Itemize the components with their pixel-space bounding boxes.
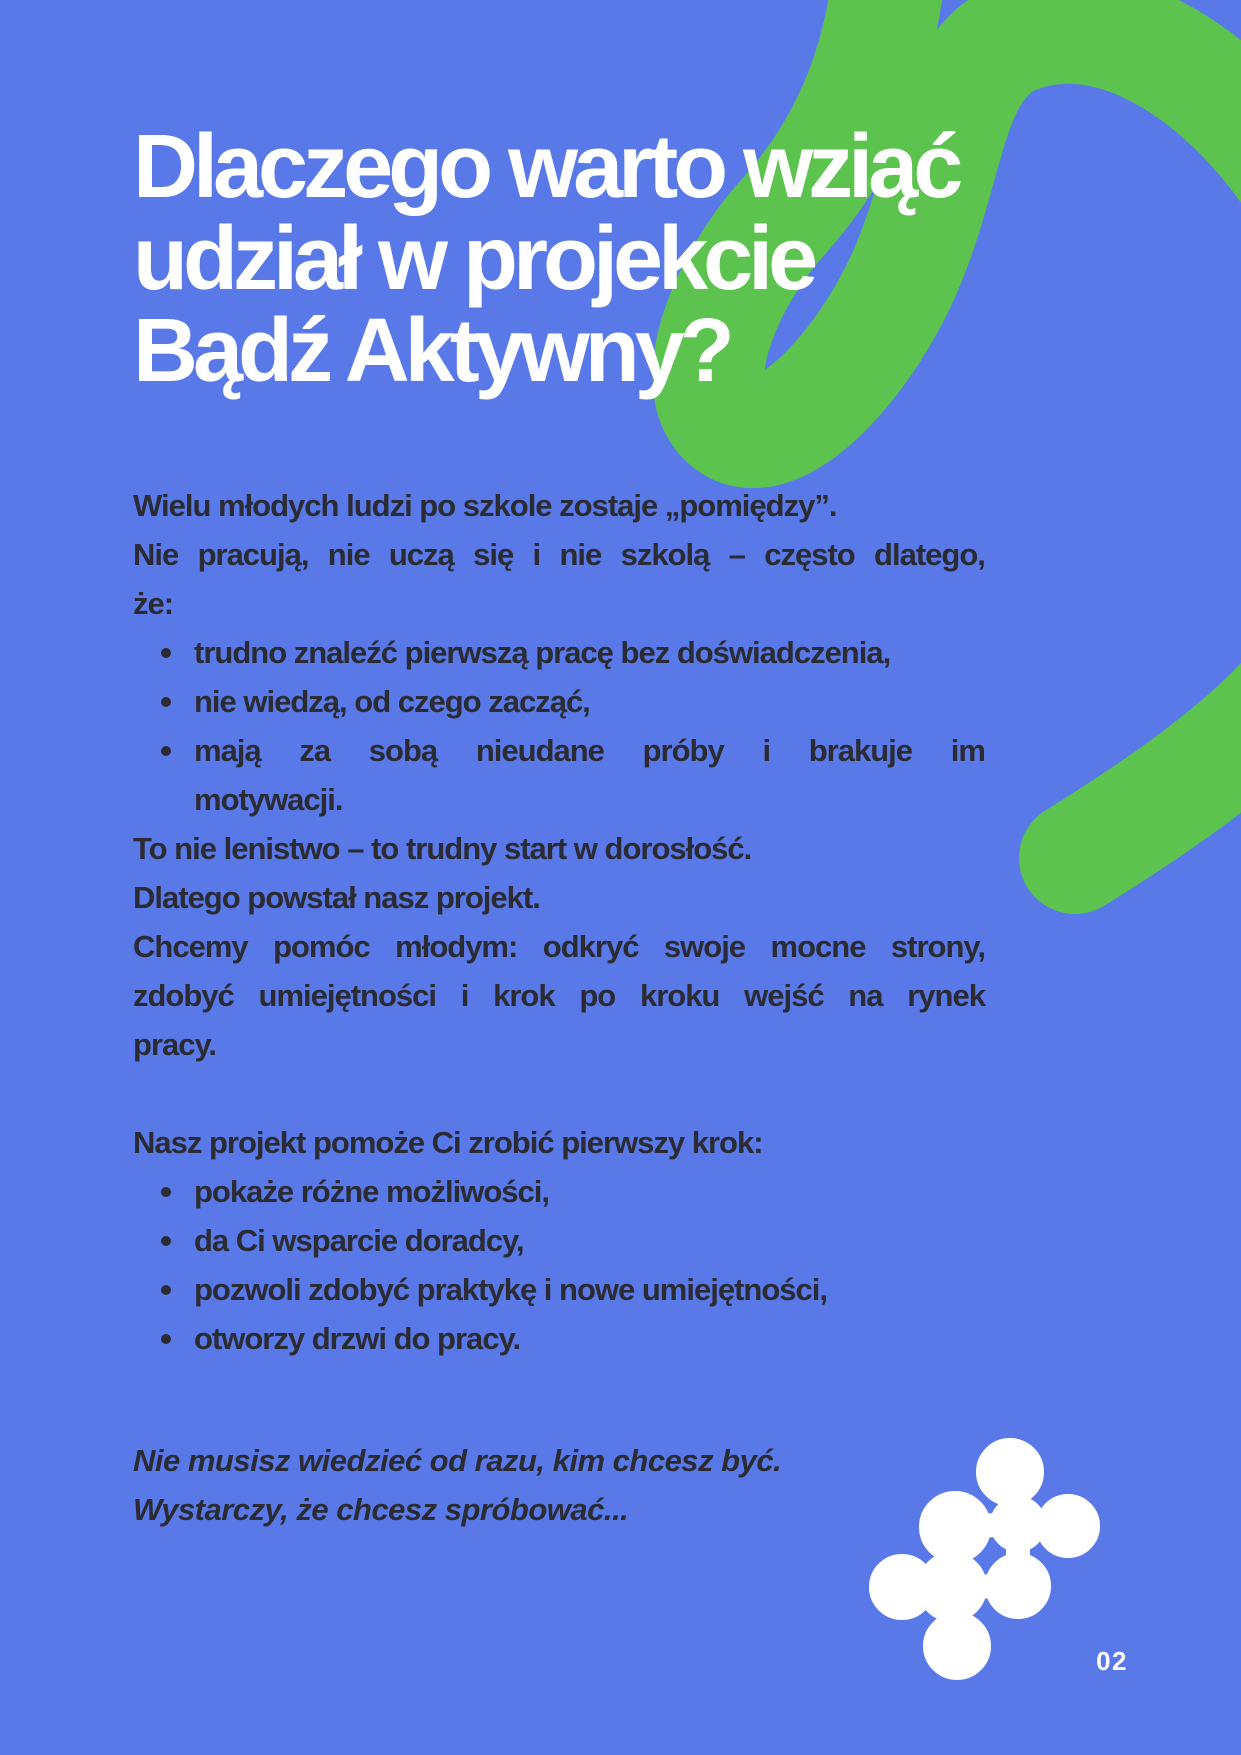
text-line xyxy=(133,1020,985,1069)
list-item xyxy=(133,628,985,677)
text-line xyxy=(133,873,985,922)
text-line xyxy=(133,301,958,401)
text-line xyxy=(133,209,958,309)
bullet-dot-icon xyxy=(133,1265,194,1314)
bullet-dot-icon xyxy=(133,726,194,775)
text-line xyxy=(133,824,985,873)
bullet-dot-icon xyxy=(133,1216,194,1265)
line-text: Nie musisz wiedzieć od razu, kim chcesz być. xyxy=(133,1443,782,1478)
page-title xyxy=(133,117,959,401)
spacer xyxy=(133,1069,985,1118)
line-text: pracy. xyxy=(133,1027,217,1062)
text-line xyxy=(133,530,985,579)
text-line xyxy=(133,117,959,217)
text-line xyxy=(133,775,985,824)
text-line xyxy=(133,1118,985,1167)
text-line xyxy=(133,1485,985,1534)
line-text: udział w projekcie xyxy=(133,209,814,309)
line-text: To nie lenistwo – to trudny start w dorosłość. xyxy=(133,831,752,866)
bullet-dot-icon xyxy=(133,1314,194,1363)
text-line xyxy=(133,971,985,1020)
line-text: Wystarczy, że chcesz spróbować... xyxy=(133,1492,629,1527)
page-number: 02 xyxy=(1096,1646,1128,1676)
list-item xyxy=(133,677,985,726)
list-item xyxy=(133,1167,985,1216)
text-line xyxy=(133,579,985,628)
line-text: mają za sobą nieudane próby i brakuje im xyxy=(194,733,985,768)
line-text: Chcemy pomóc młodym: odkryć swoje mocne strony, xyxy=(133,929,985,964)
line-text: motywacji. xyxy=(194,782,343,817)
line-text: Dlatego powstał nasz projekt. xyxy=(133,880,540,915)
line-text: Dlaczego warto wziąć xyxy=(133,117,959,217)
list-item xyxy=(133,726,985,775)
line-text: otworzy drzwi do pracy. xyxy=(194,1321,521,1356)
bullet-dot-icon xyxy=(133,677,194,726)
spacer xyxy=(133,1363,985,1436)
text-line xyxy=(133,922,985,971)
line-text: Bądź Aktywny? xyxy=(133,301,730,401)
text-line xyxy=(133,1436,985,1485)
line-text: Nasz projekt pomoże Ci zrobić pierwszy krok: xyxy=(133,1125,763,1160)
list-item xyxy=(133,1216,985,1265)
line-text: pozwoli zdobyć praktykę i nowe umiejętności, xyxy=(194,1272,827,1307)
line-text: trudno znaleźć pierwszą pracę bez doświadczenia, xyxy=(194,635,891,670)
list-item xyxy=(133,1265,985,1314)
bullet-dot-icon xyxy=(133,1167,194,1216)
line-text: da Ci wsparcie doradcy, xyxy=(194,1223,524,1258)
line-text: zdobyć umiejętności i krok po kroku wejść na rynek xyxy=(133,978,985,1013)
line-text: Nie pracują, nie uczą się i nie szkolą – często dlatego, xyxy=(133,537,985,572)
line-text: że: xyxy=(133,586,174,621)
line-text: pokaże różne możliwości, xyxy=(194,1174,549,1209)
text-line xyxy=(133,481,985,530)
line-text: Wielu młodych ludzi po szkole zostaje „pomiędzy”. xyxy=(133,488,837,523)
body-text xyxy=(133,481,985,1534)
list-item xyxy=(133,1314,985,1363)
line-text: nie wiedzą, od czego zacząć, xyxy=(194,684,590,719)
bullet-dot-icon xyxy=(133,628,194,677)
